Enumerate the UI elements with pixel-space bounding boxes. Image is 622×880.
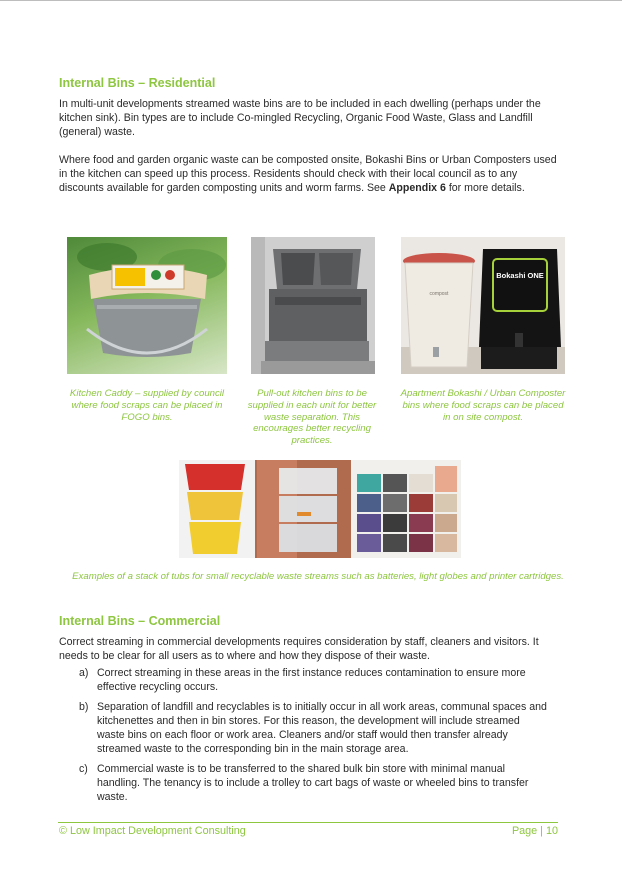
list-item-a: [59, 666, 559, 694]
list-label-a: a): [79, 667, 89, 679]
stacked-tubs-caption: Examples of a stack of tubs for small recyclable waste streams such as batteries, light globes and printer cartridges.: [72, 571, 564, 582]
bokashi-label: Bokashi ONE: [496, 271, 544, 280]
para2-end: for more details.: [445, 182, 525, 194]
residential-paragraph-2: [59, 153, 559, 195]
footer-copyright: © Low Impact Development Consulting: [59, 825, 246, 837]
kitchen-caddy-caption: Kitchen Caddy – supplied by council where food scraps can be placed in FOGO bins.: [69, 388, 225, 423]
list-text-c: Commercial waste is to be transferred to the shared bulk bin store with minimal manual handling. The tenancy is to include a trolley to cart bags of waste or wheeled bins to transfer waste.: [97, 763, 529, 803]
para2-text: Where food and garden organic waste can be composted onsite, Bokashi Bins or Urban Composters used in the kitchen can speed up this process. Residents should check with their local council as to any discounts available for garden composting units and worm farms. See: [59, 154, 557, 194]
list-item-b: [59, 700, 559, 756]
bokashi-bins-photo: [401, 237, 565, 374]
list-item-c: [59, 762, 559, 804]
pullout-bins-caption: Pull-out kitchen bins to be supplied in each unit for better waste separation. This encourages better recycling practices.: [247, 388, 377, 447]
commercial-intro: Correct streaming in commercial developments requires consideration by staff, cleaners and visitors. It needs to be clear for all users as to where and how they dispose of their waste.: [59, 636, 539, 662]
residential-paragraph-1: In multi-unit developments streamed waste bins are to be included in each dwelling (perhaps under the kitchen sink). Bin types are to include Co-mingled Recycling, Organic Food Waste, Glass and Landfill (general) waste.: [59, 98, 541, 138]
footer-divider: [58, 822, 558, 823]
top-border: [0, 0, 622, 1]
pullout-bins-photo: [251, 237, 375, 374]
heading-residential: Internal Bins – Residential: [59, 76, 216, 90]
list-label-c: c): [79, 763, 88, 775]
stacked-tubs-photo: [179, 460, 461, 558]
svg-text:compost: compost: [429, 291, 449, 297]
list-text-b: Separation of landfill and recyclables is to initially occur in all work areas, communal spaces and kitchenettes and then in bin stores. For this reason, the development will include streamed waste bins on each floor or work area. Cleaners and/or staff would then transfer already streamed waste to the corresponding bin in the main storage area.: [97, 701, 547, 755]
footer-page-number: Page | 10: [511, 825, 558, 837]
heading-commercial: Internal Bins – Commercial: [59, 614, 221, 628]
list-label-b: b): [79, 701, 89, 713]
bokashi-caption: Apartment Bokashi / Urban Composter bins where food scraps can be placed in on site compost.: [400, 388, 566, 423]
list-text-a: Correct streaming in these areas in the first instance reduces contamination to ensure more effective recycling occurs.: [97, 667, 526, 693]
kitchen-caddy-photo: [67, 237, 227, 374]
appendix-link: Appendix 6: [388, 182, 446, 194]
